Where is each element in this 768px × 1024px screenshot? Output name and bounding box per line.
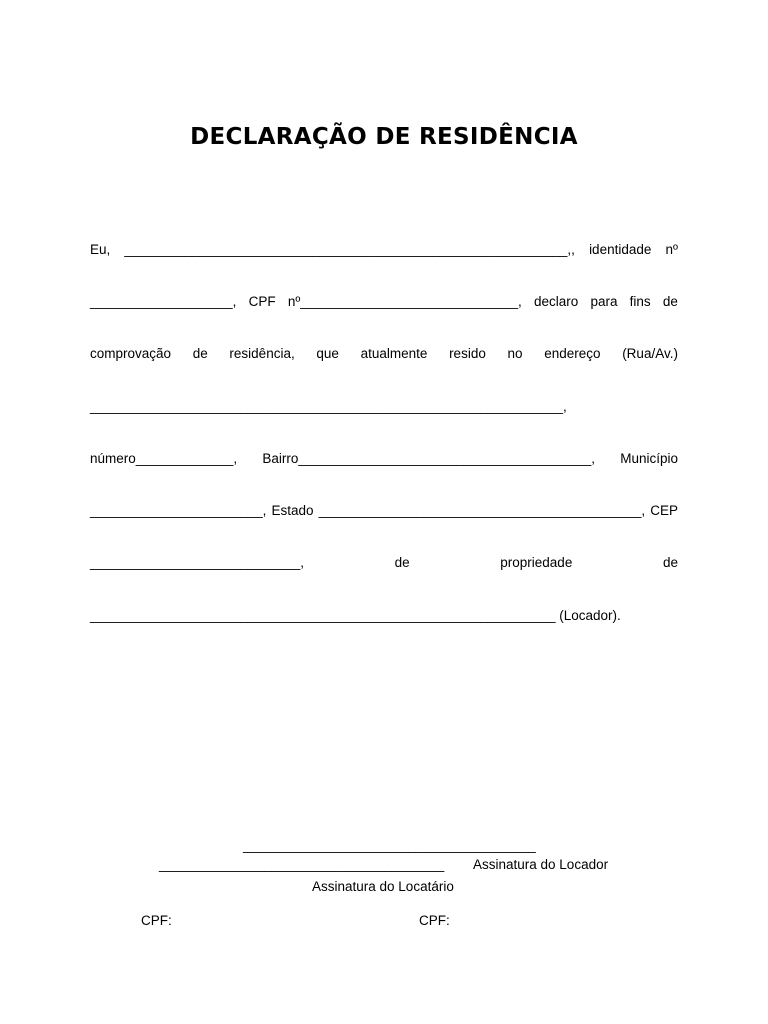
locador-signature-label: Assinatura do Locador: [473, 857, 609, 872]
word: Eu,: [90, 242, 111, 257]
document-title: DECLARAÇÃO DE RESIDÊNCIA: [190, 124, 578, 150]
paragraph-line-6: [90, 502, 678, 520]
word: de: [662, 555, 678, 570]
word: comprovação: [90, 346, 172, 361]
word: de: [662, 294, 678, 309]
word: atualmente: [360, 346, 428, 361]
word: Município: [620, 451, 678, 466]
word: declaro: [533, 294, 579, 309]
paragraph-line-2: [90, 293, 678, 311]
address-blank: _______________________________________________________________,: [90, 399, 567, 414]
paragraph-line-3: [90, 345, 678, 363]
word: no: [507, 346, 523, 361]
municipality-blank: _______________________,: [90, 503, 267, 518]
neighborhood-blank: Bairro_______________________________________,: [262, 451, 595, 466]
identity-blank: ___________________,: [90, 294, 237, 309]
word: nº: [665, 242, 678, 257]
locatario-signature-line: ______________________________________: [159, 857, 445, 872]
locatario-signature-label: Assinatura do Locatário: [312, 879, 454, 894]
locador-signature-line: _______________________________________: [243, 838, 536, 853]
state-blank: ___________________________________________,: [318, 503, 646, 518]
word: resido: [449, 346, 486, 361]
word: de: [192, 346, 208, 361]
word: residência,: [229, 346, 295, 361]
cpf-blank: nº_____________________________,: [287, 294, 522, 309]
paragraph-line-1: [90, 241, 678, 259]
word: fins: [629, 294, 651, 309]
word: para: [590, 294, 618, 309]
word: propriedade: [500, 555, 573, 570]
paragraph-line-7: [90, 554, 678, 572]
word: Estado: [271, 503, 314, 518]
paragraph-line-5: [90, 450, 678, 468]
cpf-label-left: CPF:: [141, 913, 172, 928]
word: endereço: [544, 346, 601, 361]
word: CEP: [650, 503, 678, 518]
word: (Rua/Av.): [622, 346, 678, 361]
name-blank: ___________________________________________________________,,: [124, 242, 575, 257]
cpf-label-right: CPF:: [419, 913, 450, 928]
word: que: [316, 346, 339, 361]
cep-blank: ____________________________,: [90, 555, 304, 570]
word: CPF: [248, 294, 276, 309]
number-blank: número_____________,: [90, 451, 238, 466]
word: identidade: [589, 242, 652, 257]
owner-blank: ______________________________________________________________ (Locador).: [90, 608, 621, 623]
word: de: [394, 555, 410, 570]
